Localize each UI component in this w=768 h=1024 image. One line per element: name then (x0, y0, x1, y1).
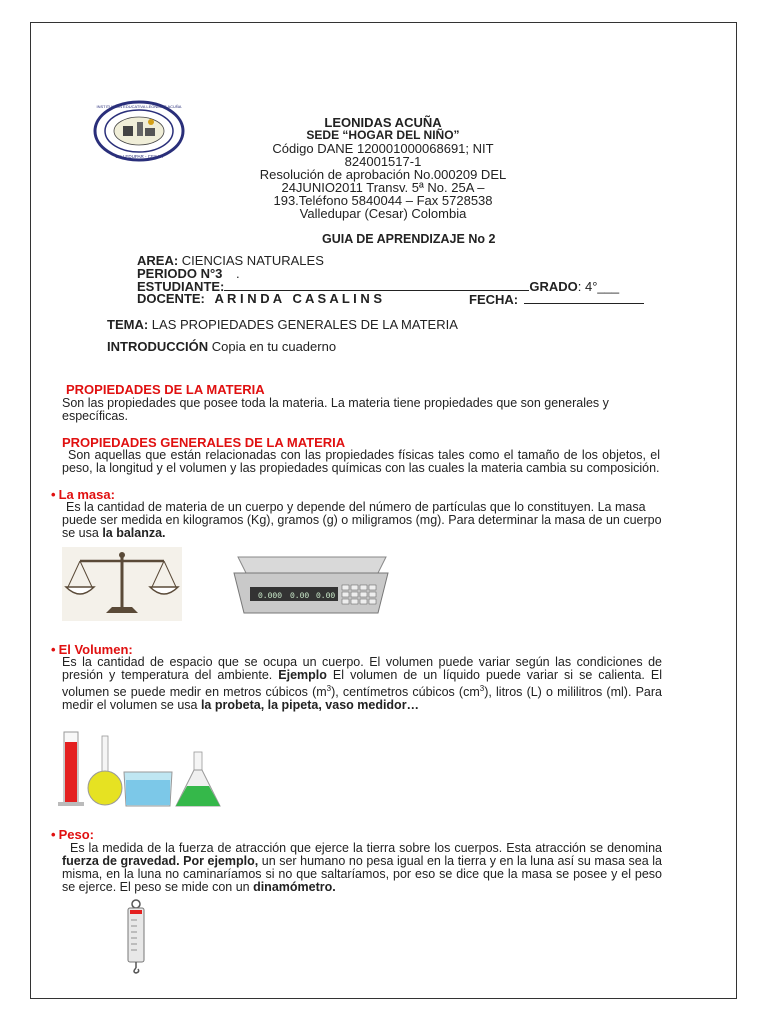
vol-text-1: Es la cantidad de espacio que se ocupa un cuerpo. El volumen puede variar según las condiciones de presión y temperatura del ambiente. (62, 655, 662, 682)
fecha-label: FECHA: (469, 292, 519, 307)
svg-text:INSTITUCION EDUCATIVA LEONIDAS: INSTITUCION EDUCATIVA LEONIDAS ACUÑA (96, 104, 182, 109)
periodo-dot: . (236, 266, 240, 281)
vol-text-2: El volumen de un líquido puede variar si se calienta. El volumen se puede medir en metros cúbicos (m (62, 668, 662, 700)
grado-value[interactable]: : 4°___ (577, 279, 620, 294)
school-logo (93, 100, 185, 162)
balance-scale-image (62, 547, 182, 621)
fecha-field[interactable] (524, 292, 644, 304)
school-sede: SEDE “HOGAR DEL NIÑO” (306, 128, 460, 142)
lab-glassware-image (54, 728, 222, 810)
gen-title: PROPIEDADES GENERALES DE LA MATERIA (62, 435, 346, 450)
vol-sup-1: 3 (326, 684, 332, 693)
intro-value: Copia en tu cuaderno (211, 339, 337, 354)
scale-display-right: 0.00 (316, 592, 336, 601)
area-label: AREA: (137, 253, 179, 268)
peso-title-text: Peso: (58, 827, 94, 842)
estudiante-field[interactable] (224, 279, 529, 291)
school-address: 24JUNIO2011 Transv. 5ª No. 25A – (281, 180, 485, 195)
estudiante-label: ESTUDIANTE: (137, 279, 225, 294)
docente-label: DOCENTE: (137, 291, 205, 306)
area-value: CIENCIAS NATURALES (181, 253, 324, 268)
vol-title-text: El Volumen: (58, 642, 133, 657)
masa-text (62, 501, 662, 540)
masa-text-body: Es la cantidad de materia de un cuerpo y depende del número de partículas que lo constituyen. La masa puede ser medida en kilogramos (Kg), gramos (g) o miligramos (mg). Para determinar la masa de un cuerpo se usa (62, 500, 662, 540)
peso-text-1: Es la medida de la fuerza de atracción que ejerce la tierra sobre los cuerpos. Esta atracción se denomina (70, 841, 662, 855)
vol-bold-2: la probeta, la pipeta, vaso medidor… (200, 698, 420, 713)
guide-title: GUIA DE APRENDIZAJE No 2 (322, 232, 496, 246)
fecha-row (469, 292, 644, 306)
grado-label: GRADO (529, 279, 578, 294)
prop-text: Son las propiedades que posee toda la materia. La materia tiene propiedades que son generales y específicas. (62, 396, 609, 423)
dynamometer-image (122, 898, 182, 974)
masa-text-bold: la balanza. (102, 526, 166, 540)
school-resolution: Resolución de aprobación No.000209 DEL (259, 167, 507, 182)
vol-bold-1: Ejemplo (278, 668, 327, 682)
peso-text (62, 842, 662, 894)
svg-text:VALLEDUPAR - CESAR: VALLEDUPAR - CESAR (114, 154, 164, 159)
masa-title-text: La masa: (58, 487, 115, 502)
docente-row (137, 292, 382, 305)
periodo-label: PERIODO N°3 (137, 266, 223, 281)
vol-text (62, 656, 662, 712)
tema-value: LAS PROPIEDADES GENERALES DE LA MATERIA (151, 317, 458, 332)
peso-title (51, 828, 94, 841)
tema-label: TEMA: (107, 317, 149, 332)
scale-display-mid: 0.00 (290, 592, 310, 601)
school-city: Valledupar (Cesar) Colombia (299, 206, 467, 221)
digital-scale-image (228, 549, 396, 623)
peso-bold-1: fuerza de gravedad. Por ejemplo, (62, 854, 259, 868)
vol-text-3: ), centímetros cúbicos (cm (331, 685, 480, 700)
peso-text-2: un ser humano no pesa igual en la tierra y en la luna así su masa sea la misma, en la luna no caminaríamos si no que saltaríamos, por eso se dice que la masa se posee y el peso se ejerce. El peso se mide con un (62, 854, 662, 894)
docente-value: A R I N D A C A S A L I N S (214, 291, 383, 306)
intro-row (107, 340, 336, 353)
school-phone: 193.Teléfono 5840044 – Fax 5728538 (273, 193, 493, 208)
scale-display-left: 0.000 (258, 592, 283, 601)
prop-title: PROPIEDADES DE LA MATERIA (66, 382, 265, 397)
school-nit: 824001517-1 (344, 154, 422, 169)
tema-row (107, 318, 458, 331)
vol-text-4: ), litros (L) o mililitros (ml). Para medir el volumen se usa (62, 685, 662, 713)
school-code: Código DANE 120001000068691; NIT (272, 141, 494, 156)
peso-bold-2: dinamómetro. (253, 880, 336, 894)
gen-text: Son aquellas que están relacionadas con las propiedades físicas tales como el tamaño de los objetos, el peso, la longitud y el volumen y las propiedades químicas con las cuales la materia cambia su composición. (62, 448, 660, 475)
intro-label: INTRODUCCIÓN (107, 339, 209, 354)
school-name: LEONIDAS ACUÑA (324, 115, 442, 130)
vol-sup-2: 3 (479, 684, 485, 693)
